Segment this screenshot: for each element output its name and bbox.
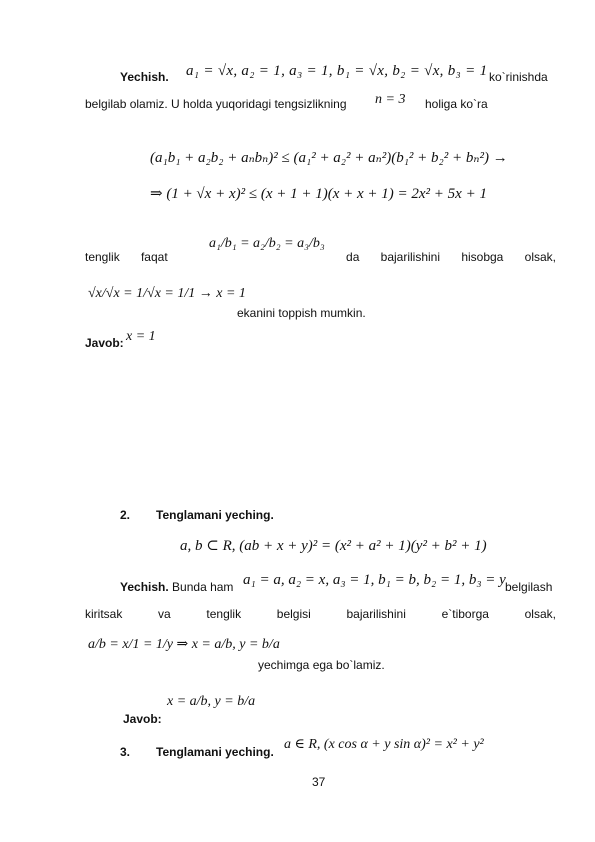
problem-number-3: 3.: [120, 745, 131, 759]
result-formula-2: a/b = x/1 = 1/y ⇒ x = a/b, y = b/a: [88, 637, 280, 652]
inequality-line-1: (a₁b₁ + a₂b₂ + aₙbₙ)² ≤ (a₁² + a₂² + aₙ²)(b₁² + b₂² + bₙ²) →: [150, 150, 508, 166]
text-ekanini: ekanini toppish mumkin.: [237, 306, 366, 320]
answer-value-2: x = a/b, y = b/a: [167, 694, 256, 709]
word-bajarilishini-2: bajarilishini: [346, 607, 406, 621]
word-da: da: [346, 250, 360, 264]
result-formula-1: √x/√x = 1/√x = 1/1 → x = 1: [88, 286, 246, 301]
answer-label-1: Javob:: [85, 336, 124, 350]
problem-number-2: 2.: [120, 508, 131, 522]
problem-title-3: Tenglamani yeching.: [156, 745, 274, 759]
problem-equation-2: a, b ⊂ R, (ab + x + y)² = (x² + a² + 1)(y² + b² + 1): [180, 538, 487, 554]
problem-title-2: Tenglamani yeching.: [156, 508, 274, 522]
equality-condition: a₁/b₁ = a₂/b₂ = a₃/b₃: [208, 236, 325, 251]
text-belgilash: belgilash: [505, 580, 553, 594]
solution2-words-line: [85, 607, 556, 621]
word-bajarilishini: bajarilishini: [380, 250, 441, 264]
word-faqat: faqat: [140, 250, 168, 264]
word-va: va: [158, 607, 171, 621]
answer-value-1: x = 1: [126, 329, 156, 344]
inequality-line-2: ⇒ (1 + √x + x)² ≤ (x + 1 + 1)(x + x + 1) = 2x² + 5x + 1: [150, 186, 487, 202]
assignment-formula: a₁ = a, a₂ = x, a₃ = 1, b₁ = b, b₂ = 1, b₃ = y: [243, 572, 506, 588]
word-olsak-2: olsak,: [524, 607, 556, 621]
problem-equation-3: a ∈ R, (x cos α + y sin α)² = x² + y²: [284, 737, 484, 752]
text-yechimga: yechimga ega bo`lamiz.: [258, 658, 385, 672]
word-tenglik-2: tenglik: [206, 607, 242, 621]
word-olsak: olsak,: [524, 250, 556, 264]
solution-line-2: [120, 580, 233, 594]
word-tenglik: tenglik: [85, 250, 120, 264]
substitution-formula: a₁ = √x, a₂ = 1, a₃ = 1, b₁ = √x, b₂ = √x, b₃ = 1: [186, 63, 488, 79]
page-number: 37: [312, 775, 326, 789]
word-hisobga: hisobga: [461, 250, 504, 264]
text-korinishda: ko`rinishda: [489, 70, 548, 84]
solution-label-2: Yechish.: [120, 580, 169, 594]
solution-label: Yechish.: [120, 70, 169, 84]
n-value: n = 3: [375, 92, 406, 107]
text-holiga: holiga ko`ra: [425, 97, 488, 111]
answer-label-2: Javob:: [123, 712, 162, 726]
word-kiritsak: kiritsak: [85, 607, 123, 621]
text-bunda-ham: Bunda ham: [172, 580, 234, 594]
text-belgilab: belgilab olamiz. U holda yuqoridagi tengsizlikning: [85, 97, 347, 111]
condition-line: [85, 236, 556, 266]
word-etiborga: e`tiborga: [441, 607, 489, 621]
word-belgisi: belgisi: [276, 607, 311, 621]
